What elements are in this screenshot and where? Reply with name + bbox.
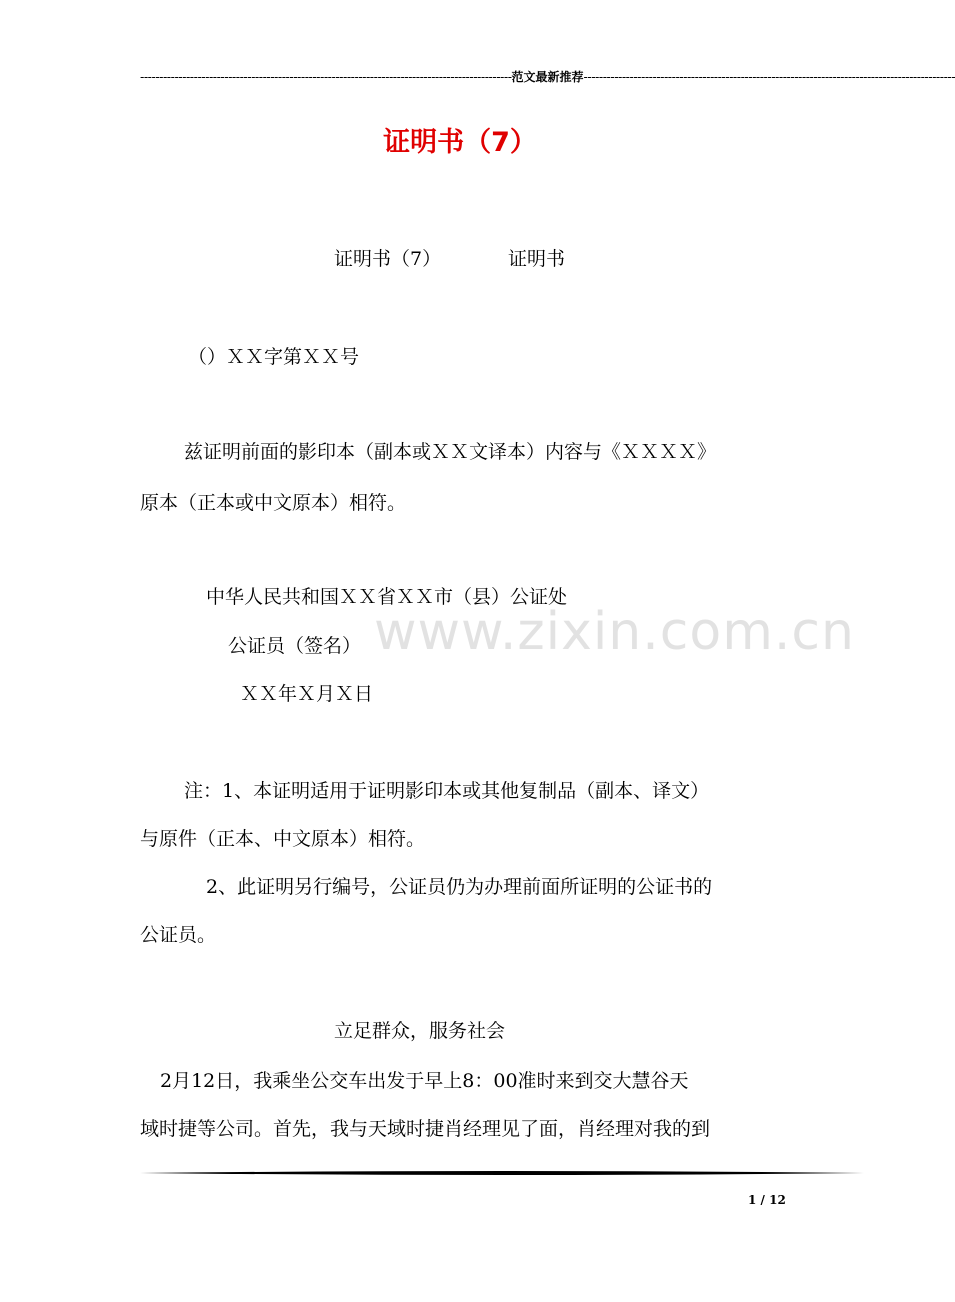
header-dashes-right: ------------------------------------------------------------------------------------------------- xyxy=(583,69,955,84)
note-2-line-2: 公证员。 xyxy=(140,924,217,946)
body-line-1: 兹证明前面的影印本（副本或ＸＸ文译本）内容与《ＸＸＸＸ》 xyxy=(184,441,717,463)
notary-signature: 公证员（签名） xyxy=(228,635,362,657)
reference-number: （）ＸＸ字第ＸＸ号 xyxy=(188,346,360,368)
section-heading: 立足群众，服务社会 xyxy=(334,1020,506,1042)
subtitle-right: 证明书 xyxy=(508,248,566,270)
note-2-line-1: 2、此证明另行编号，公证员仍为办理前面所证明的公证书的 xyxy=(206,876,713,898)
watermark: www.zixin.com.cn xyxy=(374,602,855,662)
signature-date: ＸＸ年Ｘ月Ｘ日 xyxy=(240,683,374,705)
page-number: 1 / 12 xyxy=(748,1193,786,1207)
footer-rule xyxy=(140,1168,864,1178)
section-line-1: 2月12日，我乘坐公交车出发于早上8：00准时来到交大慧谷天 xyxy=(160,1070,689,1092)
header-label: 范文最新推荐 xyxy=(511,70,584,84)
section-line-2: 域时捷等公司。首先，我与天域时捷肖经理见了面，肖经理对我的到 xyxy=(140,1118,711,1140)
page-header xyxy=(140,68,955,85)
header-dashes-left: ------------------------------------------------------------------------------------------------- xyxy=(140,69,512,84)
document-title: 证明书（7） xyxy=(383,127,537,158)
notary-office: 中华人民共和国ＸＸ省ＸＸ市（县）公证处 xyxy=(206,586,568,608)
note-1-line-1: 注：1、本证明适用于证明影印本或其他复制品（副本、译文） xyxy=(184,780,710,802)
body-line-2: 原本（正本或中文原本）相符。 xyxy=(140,492,407,514)
subtitle-left: 证明书（7） xyxy=(334,248,442,270)
note-1-line-2: 与原件（正本、中文原本）相符。 xyxy=(140,828,426,850)
